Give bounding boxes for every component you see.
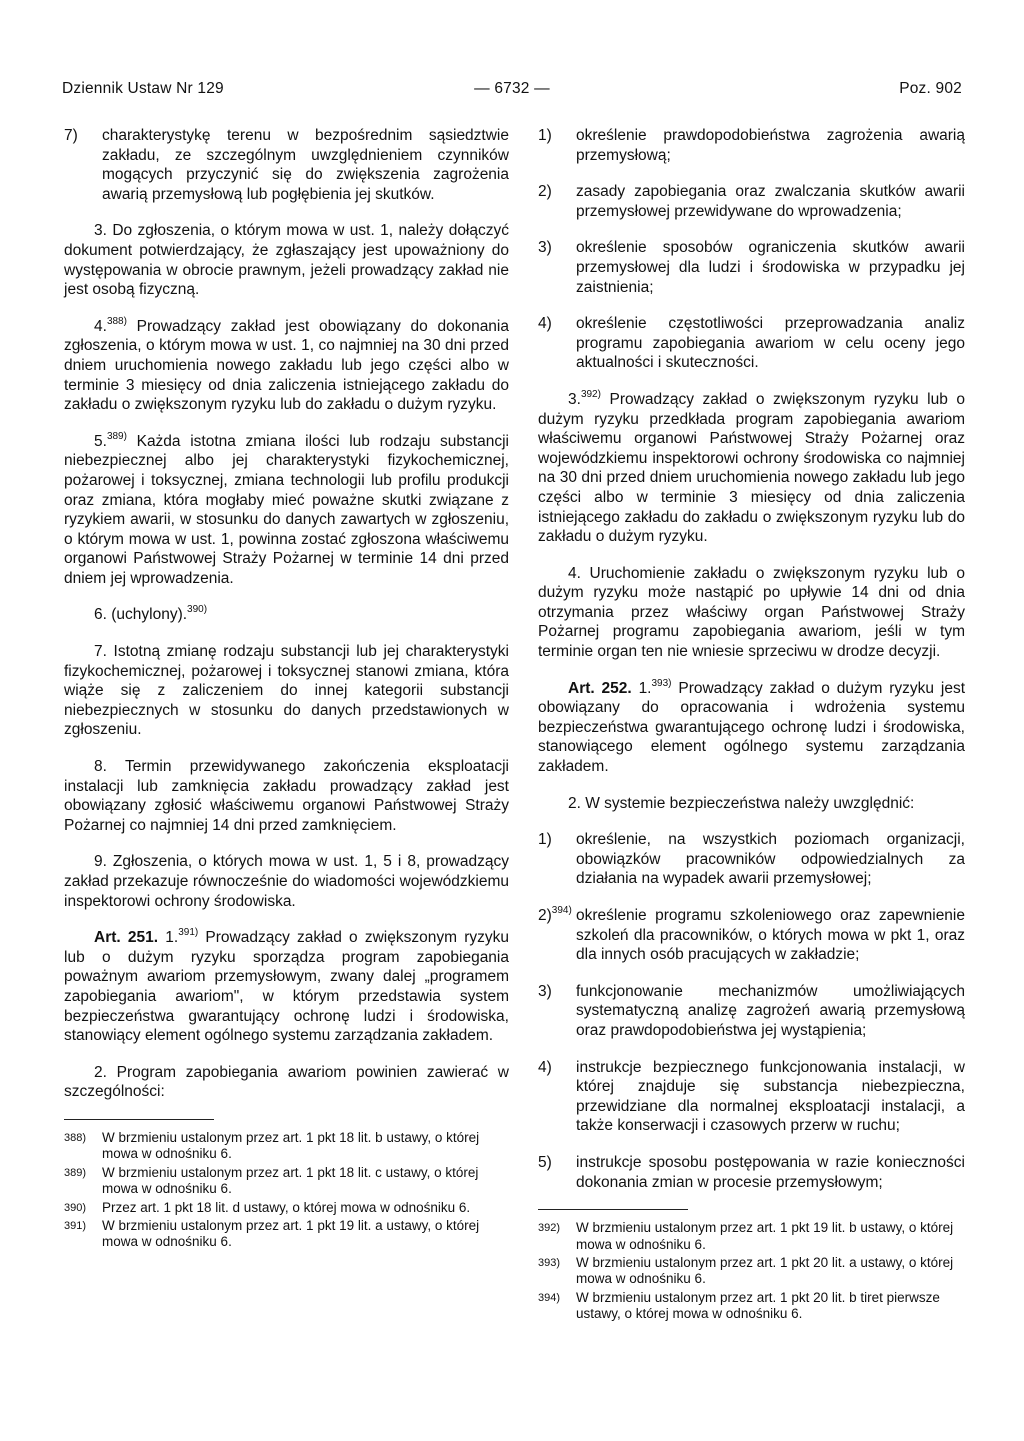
item-number: 2) [538, 183, 552, 201]
item-number: 4) [538, 315, 552, 333]
footnote-text: W brzmieniu ustalonym przez art. 1 pkt 19 lit. a ustawy, o której mowa w odnośniku 6. [102, 1217, 480, 1250]
item-text: określenie częstotliwości przeprowadzania analiz programu zapobiegania awariom w celu oceny jego aktualności i skuteczności. [576, 315, 965, 372]
footnotes [64, 1130, 509, 1251]
footnote-number: 390) [64, 1201, 87, 1214]
item-number: 3) [538, 982, 552, 1000]
list-item [538, 314, 965, 373]
footnote-text: Przez art. 1 pkt 18 lit. d ustawy, o której mowa w odnośniku 6. [102, 1199, 471, 1215]
footnote-text: W brzmieniu ustalonym przez art. 1 pkt 20 lit. b tiret pierwsze ustawy, o której mowa w odnośniku 6. [576, 1289, 940, 1322]
item-text: instrukcje sposobu postępowania w razie konieczności dokonania zmian w procesie przemysłowym; [576, 1153, 965, 1191]
footnote-ref: 392) [580, 388, 601, 400]
footnote-ref: 388) [106, 315, 127, 327]
item-text: charakterystykę terenu w bezpośrednim sąsiedztwie zakładu, ze szczególnym uwzględnieniem czynników mogących przyczynić się do zwiększenia zagrożenia awarią przemysłową lub pogłębienia jej skutków. [102, 127, 509, 203]
list-item [538, 906, 965, 965]
item-text: funkcjonowanie mechanizmów umożliwiających systematyczną analizę zagrożeń awarią przemysłową oraz prawdopodobieństwa jej wystąpienia; [576, 982, 965, 1039]
paragraph-text: Każda istotna zmiana ilości lub rodzaju substancji niebezpiecznej albo jej charakterystyki fizykochemicznej, pożarowej i toksycznej, zmiana technologii lub profilu produkcji oraz zmiana, która mogłaby mieć poważne skutki związane z ryzykiem awarii, w stosunku do danych zawartych w zgłoszeniu, o którym mowa w ust. 1, powinna zostać zgłoszona właściwemu organowi Państwowej Straży Pożarnej w terminie 14 dni przed dniem jej wprowadzenia. [64, 432, 509, 587]
paragraph-3 [538, 390, 965, 547]
footnote-ref: 393) [651, 677, 672, 689]
list-item [538, 982, 965, 1041]
footnotes [538, 1220, 965, 1322]
paragraph-2: 2. W systemie bezpieczeństwa należy uwzględnić: [568, 794, 915, 812]
item-text: określenie sposobów ograniczenia skutków awarii przemysłowej dla ludzi i środowiska w przypadku jej zaistnienia; [576, 239, 965, 296]
page-number: — 6732 — [474, 80, 550, 97]
footnote [538, 1290, 965, 1323]
item-text: określenie programu szkoleniowego oraz zapewnienie szkoleń dla pracowników, o których mowa w pkt 1, oraz dla innych osób pracujących w zakładzie; [576, 907, 965, 964]
paragraph-number: 5. [94, 432, 107, 450]
item-number: 5) [538, 1153, 552, 1171]
paragraph-number: 4. [94, 317, 107, 335]
paragraph-8: 8. Termin przewidywanego zakończenia eksploatacji instalacji lub zamknięcia zakładu prowadzący zakład jest obowiązany zgłosić właściwemu organowi Państwowej Straży Pożarnej co najmniej 14 dni przed zamknięciem. [64, 758, 509, 834]
item-text: określenie prawdopodobieństwa zagrożenia awarią przemysłową; [576, 127, 965, 164]
paragraph-4 [64, 317, 509, 415]
footnote [64, 1165, 509, 1198]
footnote [64, 1218, 509, 1251]
footnote [538, 1220, 965, 1253]
footnote-number: 389) [64, 1166, 87, 1179]
list-item [538, 1153, 965, 1192]
paragraph-7: 7. Istotną zmianę rodzaju substancji lub jej charakterystyki fizykochemicznej, pożarowej i toksycznej stanowi zmiana, która wiąże się z zaliczeniem do innej kategorii substancji niebezpiecznych w stosunku do danych przedstawionych w zgłoszeniu. [64, 643, 509, 739]
paragraph-text: Prowadzący zakład o dużym ryzyku jest obowiązany do opracowania i wdrożenia systemu bezpieczeństwa gwarantującego ochronę ludzi i środowiska, stanowiącego element ogólnego systemu zarządzania zakładem. [538, 679, 966, 776]
right-column [538, 126, 965, 1325]
item-text: określenie, na wszystkich poziomach organizacji, obowiązków pracowników odpowiedzialnych za działania na wypadek awarii przemysłowej; [576, 831, 965, 888]
list-item [538, 238, 965, 297]
paragraph-text: 6. (uchylony). [94, 606, 188, 624]
article-252 [538, 679, 965, 777]
position-number: Poz. 902 [899, 80, 962, 97]
footnote [64, 1200, 509, 1216]
left-column [64, 126, 509, 1253]
footnote-text: W brzmieniu ustalonym przez art. 1 pkt 19 lit. b ustawy, o której mowa w odnośniku 6. [576, 1220, 954, 1252]
list-item [538, 830, 965, 889]
footnote-number: 392) [538, 1222, 561, 1235]
item-text: instrukcje bezpiecznego funkcjonowania instalacji, w której znajduje się substancja niebezpieczna, przewidziane dla normalnej eksploatacji instalacji, a także konserwacji i czasowych przerw w ruchu; [576, 1058, 965, 1135]
footnote-ref: 391) [178, 927, 199, 939]
footnote-ref: 390) [187, 604, 208, 616]
footnote-ref: 389) [106, 430, 127, 442]
list-item [64, 126, 509, 204]
item-number: 1) [538, 831, 552, 849]
paragraph-2: 2. Program zapobiegania awariom powinien zawierać w szczególności: [64, 1063, 509, 1101]
list-item [538, 1058, 965, 1136]
footnote-divider [538, 1209, 688, 1210]
article-label: Art. 252. [568, 679, 632, 697]
footnote [64, 1130, 509, 1163]
paragraph-3: 3. Do zgłoszenia, o którym mowa w ust. 1, należy dołączyć dokument potwierdzający, że zgłaszający jest upoważniony do występowania w obrocie prawnym, jeżeli prowadzący zakład nie jest osobą fizyczną. [64, 222, 509, 299]
item-number: 2)$^{394)}$ [538, 904, 572, 924]
footnote-number: 394) [538, 1291, 561, 1304]
footnote-number: 391) [64, 1219, 87, 1232]
footnote-text: W brzmieniu ustalonym przez art. 1 pkt 18 lit. b ustawy, o której mowa w odnośniku 6. [102, 1129, 480, 1162]
footnote-text: W brzmieniu ustalonym przez art. 1 pkt 20 lit. a ustawy, o której mowa w odnośniku 6. [576, 1254, 954, 1287]
paragraph-5 [64, 432, 509, 589]
footnote-text: W brzmieniu ustalonym przez art. 1 pkt 18 lit. c ustawy, o której mowa w odnośniku 6. [102, 1164, 479, 1197]
item-text: zasady zapobiegania oraz zwalczania skutków awarii przemysłowej przewidywane do wprowadzenia; [576, 183, 965, 220]
paragraph-6 [64, 605, 509, 625]
footnote-number: 393) [538, 1256, 561, 1269]
journal-title: Dziennik Ustaw Nr 129 [62, 80, 224, 97]
article-label: Art. 251. [94, 929, 159, 947]
paragraph-text: Prowadzący zakład jest obowiązany do dokonania zgłoszenia, o którym mowa w ust. 1, co najmniej na 30 dni przed dniem uruchomienia nowego zakładu lub jego części albo w terminie 3 miesięcy od dnia zaliczenia istniejącego zakładu do zakładu o zwiększonym ryzyku lub do zakładu o dużym ryzyku. [64, 317, 509, 414]
page-header [62, 80, 962, 102]
list-item [538, 182, 965, 221]
program-contents-list [538, 126, 965, 373]
item-number: 4) [538, 1058, 552, 1076]
paragraph-number: 1. [631, 679, 652, 697]
footnote-ref: 394) [551, 904, 572, 916]
paragraph-text: Prowadzący zakład o zwiększonym ryzyku lub o dużym ryzyku przedkłada program zapobiegania awariom właściwemu organowi Państwowej Straży Pożarnej oraz wojewódzkiemu inspektorowi ochrony środowiska co najmniej na 30 dni przed dniem uruchomienia nowego zakładu lub jego części albo w terminie 3 miesięcy od dnia zaliczenia istniejącego zakładu do zakładu o zwiększonym ryzyku lub do zakładu o dużym ryzyku. [538, 390, 965, 546]
list-item [538, 126, 965, 165]
paragraph-9: 9. Zgłoszenia, o których mowa w ust. 1, 5 i 8, prowadzący zakład przekazuje równocześnie do wiadomości wojewódzkiemu inspektorowi ochrony środowiska. [64, 853, 509, 910]
item-number: 1) [538, 127, 552, 144]
paragraph-number: 3. [568, 390, 581, 408]
item-number: 3) [538, 239, 552, 257]
paragraph-4: 4. Uruchomienie zakładu o zwiększonym ryzyku lub o dużym ryzyku może nastąpić po upływie 14 dni od dnia otrzymania przez właściwy organ Państwowej Straży Pożarnej programu zapobiegania awariom, jeśli w tym terminie organ ten nie wniesie sprzeciwu w drodze decyzji. [538, 564, 965, 661]
footnote-number: 388) [64, 1131, 87, 1144]
footnote [538, 1255, 965, 1288]
safety-system-list [538, 830, 965, 1192]
article-251 [64, 928, 509, 1046]
paragraph-text: Prowadzący zakład o zwiększonym ryzyku lub o dużym ryzyku sporządza program zapobiegania poważnym awariom przemysłowym, zwany dalej „programem zapobiegania awariom", w którym przedstawia system bezpieczeństwa gwarantujący ochronę ludzi i środowiska, stanowiący element ogólnego systemu zarządzania zakładem. [64, 929, 510, 1045]
item-number: 7) [64, 127, 78, 144]
paragraph-number: 1. [158, 929, 179, 947]
footnote-divider [64, 1119, 214, 1120]
